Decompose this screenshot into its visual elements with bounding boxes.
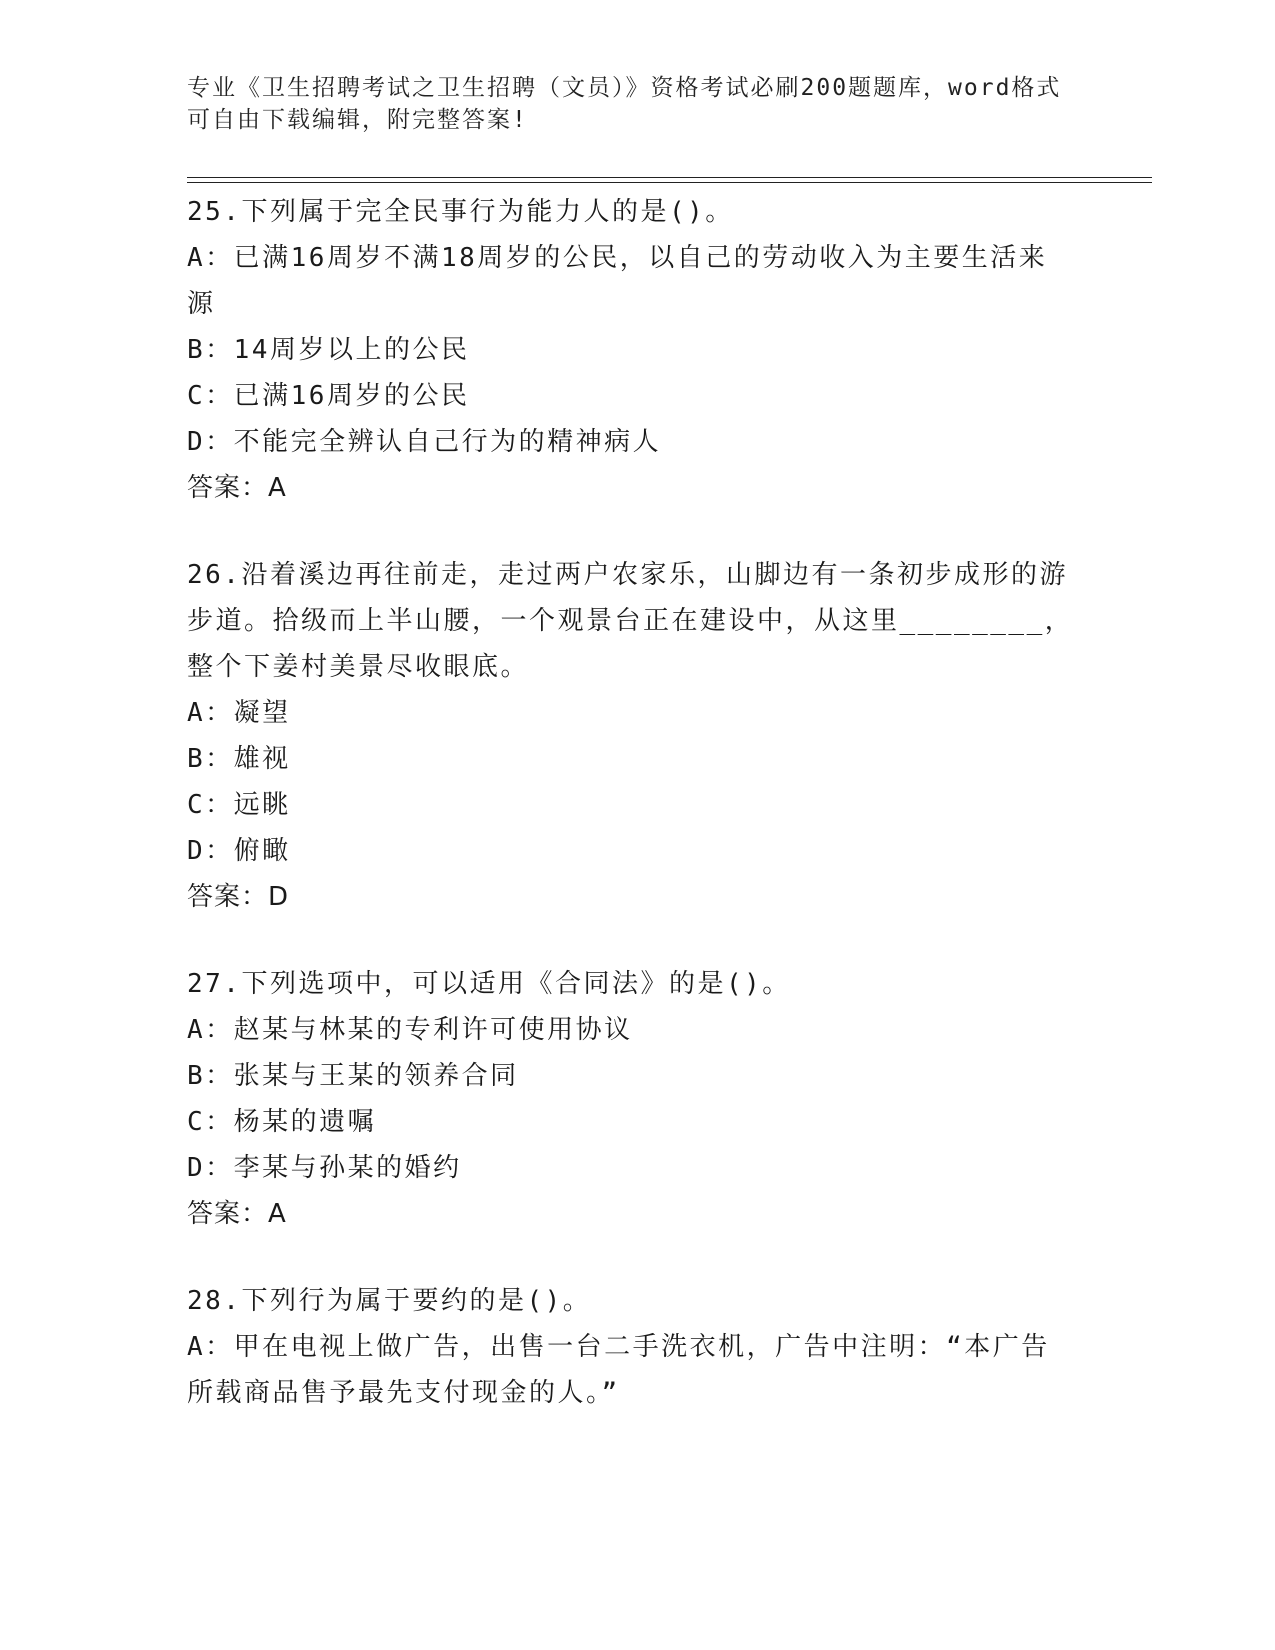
question-option-c: C：杨某的遗嘱 <box>187 1107 377 1137</box>
question-option-c: C：已满16周岁的公民 <box>187 381 470 411</box>
question-list <box>187 189 1077 1416</box>
question-stem-line-3: 整个下姜村美景尽收眼底。 <box>187 652 530 682</box>
question-spacer <box>187 511 1077 552</box>
question-spacer <box>187 1237 1077 1278</box>
question-answer: 答案：A <box>187 1199 287 1229</box>
question-stem: 27.下列选项中，可以适用《合同法》的是()。 <box>187 969 791 999</box>
question-option-d: D：俯瞰 <box>187 836 291 866</box>
question-option-b: B：张某与王某的领养合同 <box>187 1061 519 1091</box>
question-27 <box>187 961 1077 1237</box>
question-option-c: C：远眺 <box>187 790 291 820</box>
question-28 <box>187 1278 1077 1416</box>
question-option-a-continued: 源 <box>187 289 216 319</box>
page-header <box>187 72 1087 136</box>
question-spacer <box>187 920 1077 961</box>
question-option-a: A：赵某与林某的专利许可使用协议 <box>187 1015 633 1045</box>
question-option-b: B：14周岁以上的公民 <box>187 335 470 365</box>
header-divider-bottom <box>187 182 1152 183</box>
question-26 <box>187 552 1077 920</box>
question-stem: 25.下列属于完全民事行为能力人的是()。 <box>187 197 734 227</box>
question-option-a: A：凝望 <box>187 698 291 728</box>
question-answer: 答案：D <box>187 882 290 912</box>
question-25 <box>187 189 1077 511</box>
header-line-1: 专业《卫生招聘考试之卫生招聘（文员）》资格考试必刷200题题库，word格式 <box>187 75 1062 101</box>
header-line-2: 可自由下载编辑，附完整答案! <box>187 107 528 133</box>
question-option-a: A：甲在电视上做广告，出售一台二手洗衣机，广告中注明：“本广告 <box>187 1332 1050 1362</box>
question-option-a: A：已满16周岁不满18周岁的公民，以自己的劳动收入为主要生活来 <box>187 243 1048 273</box>
question-option-b: B：雄视 <box>187 744 291 774</box>
question-option-a-continued: 所载商品售予最先支付现金的人。” <box>187 1378 620 1408</box>
question-stem-line-2: 步道。拾级而上半山腰，一个观景台正在建设中，从这里________， <box>187 606 1074 636</box>
question-option-d: D：不能完全辨认自己行为的精神病人 <box>187 427 662 457</box>
header-divider-top <box>187 177 1152 178</box>
question-stem-line-1: 26.沿着溪边再往前走，走过两户农家乐，山脚边有一条初步成形的游 <box>187 560 1068 590</box>
question-option-d: D：李某与孙某的婚约 <box>187 1153 462 1183</box>
question-stem: 28.下列行为属于要约的是()。 <box>187 1286 592 1316</box>
question-answer: 答案：A <box>187 473 287 503</box>
